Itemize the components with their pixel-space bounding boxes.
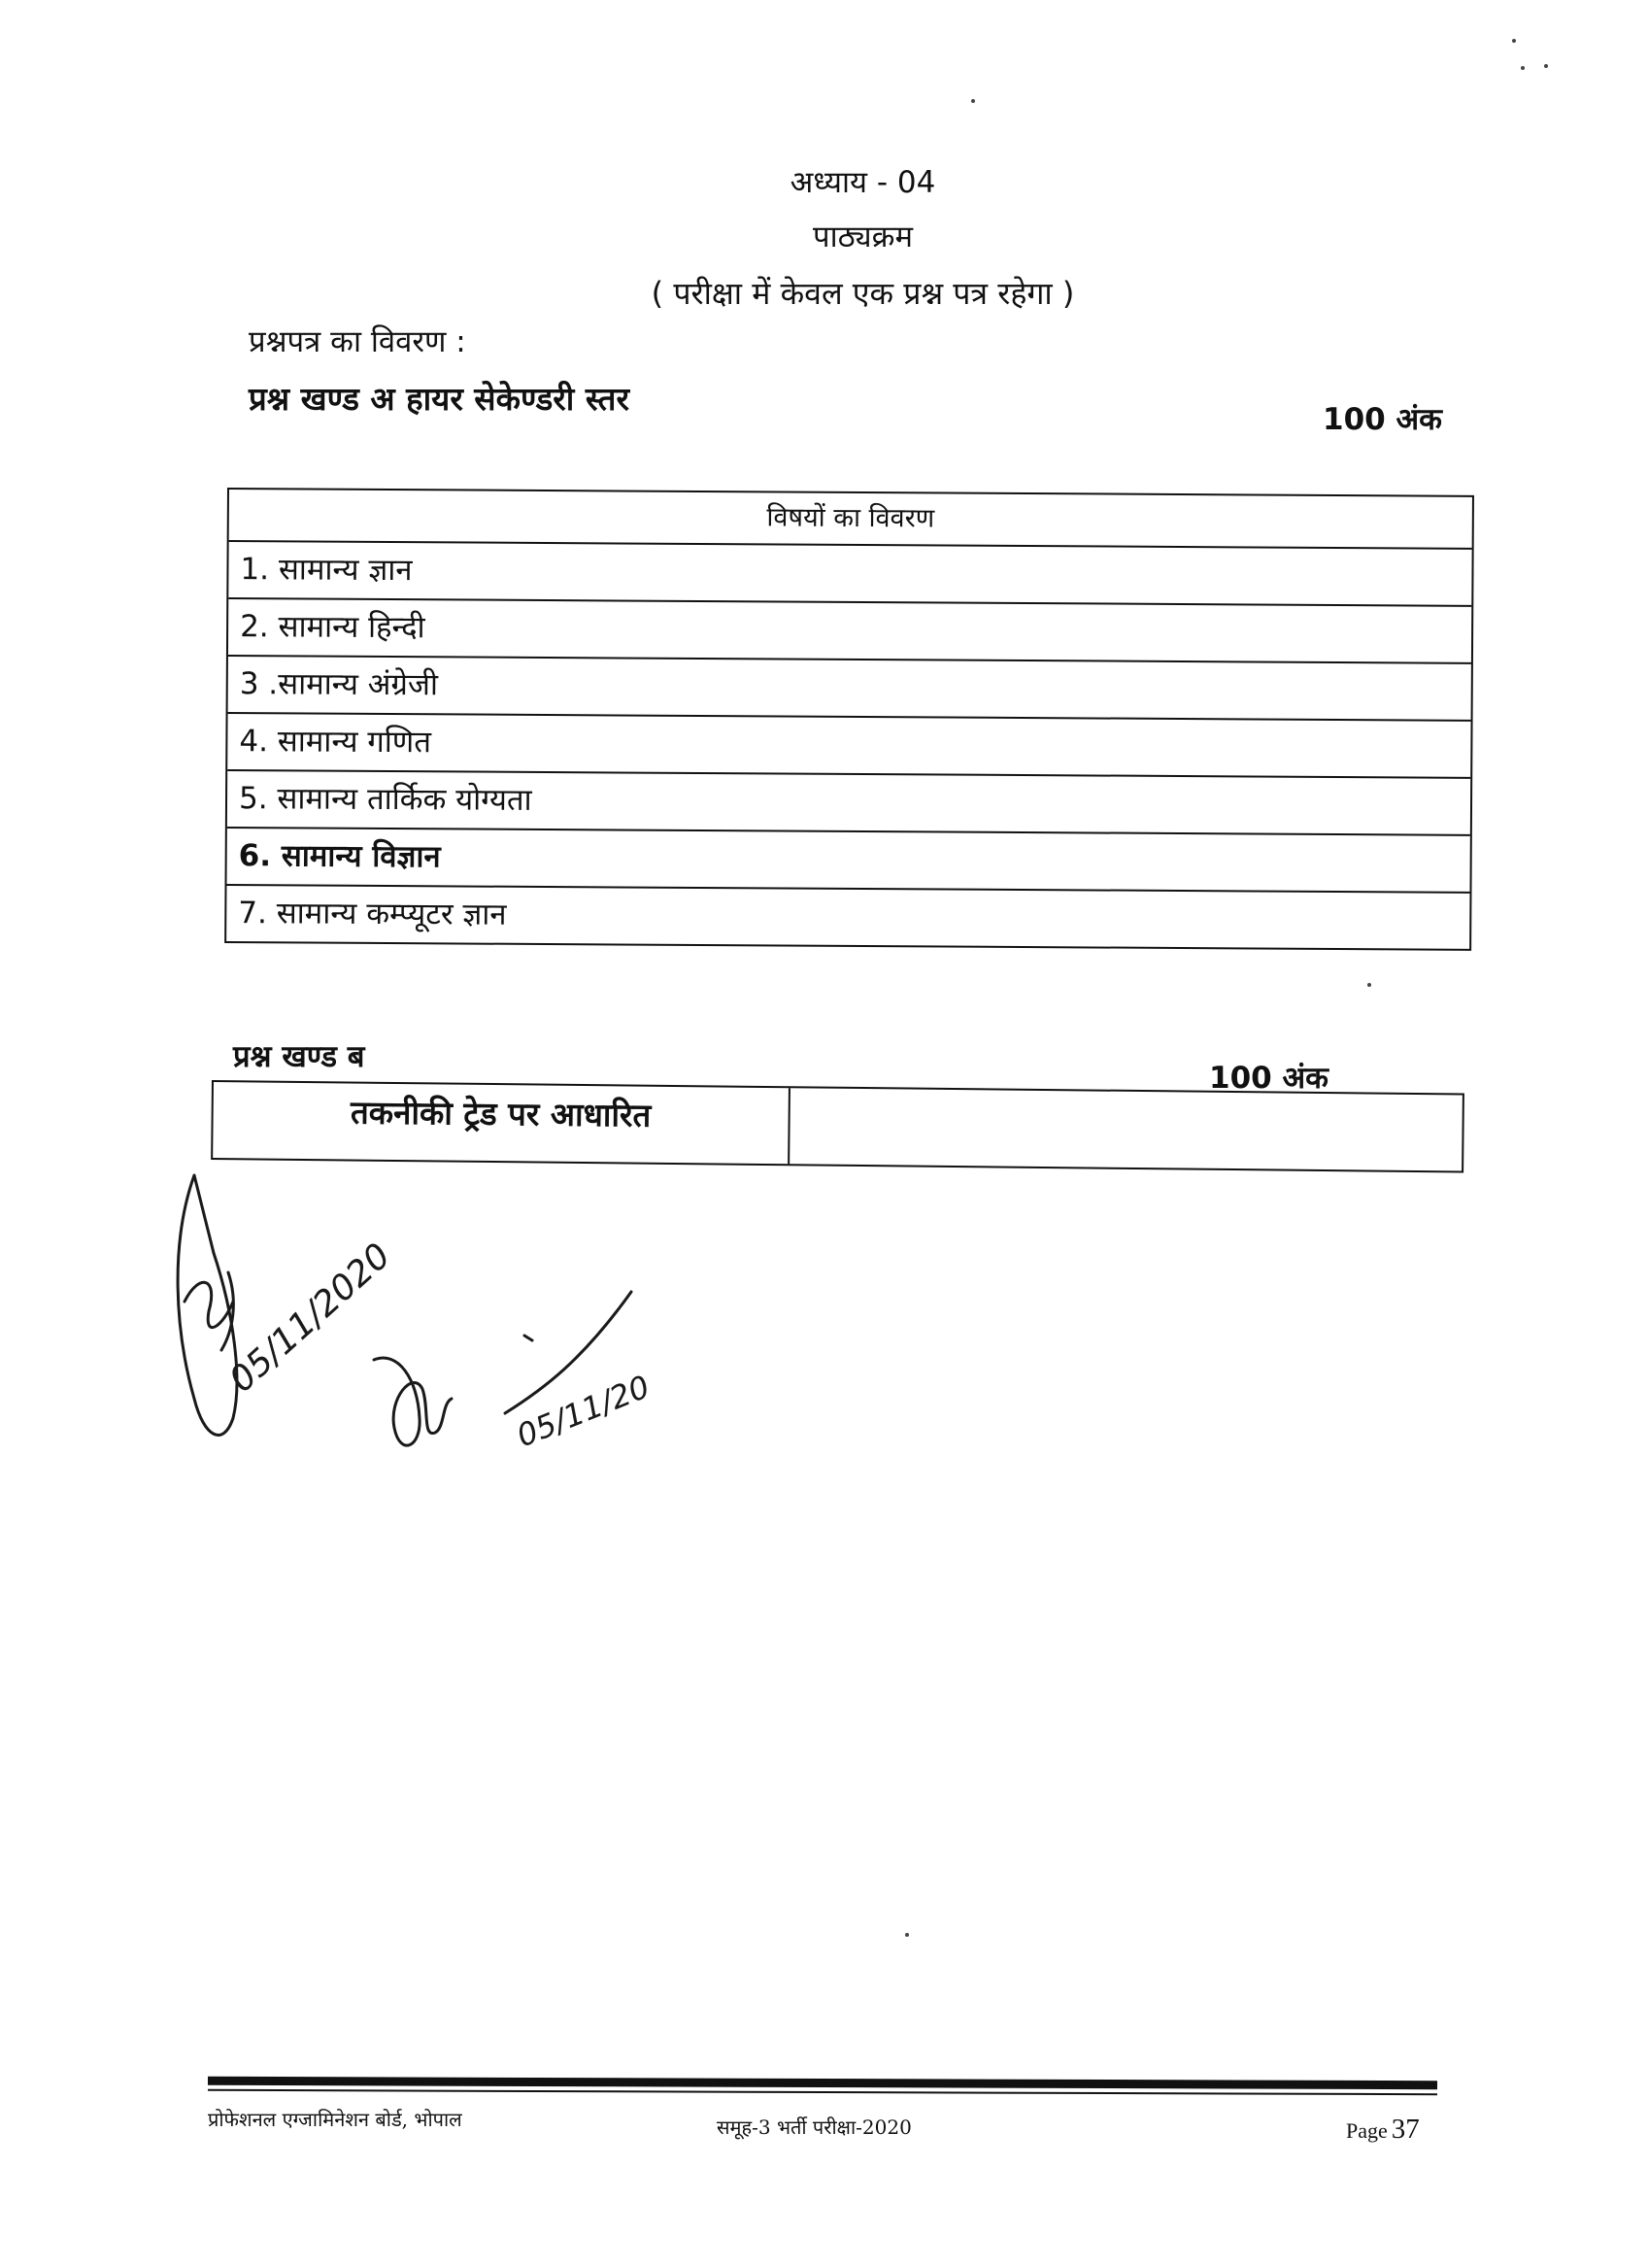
section-b-marks: 100 अंक	[1209, 1061, 1328, 1096]
svg-text:05/11/2020: 05/11/2020	[221, 1236, 399, 1401]
scan-speck	[1544, 64, 1548, 68]
footer-rule	[208, 2077, 1437, 2089]
subject-row: 4. सामान्य गणित	[227, 714, 1470, 779]
section-a-title: प्रश्न खण्ड अ हायर सेकेण्डरी स्तर	[249, 380, 629, 418]
signature-1-strokes	[185, 1272, 233, 1350]
footer-organization: प्रोफेशनल एग्जामिनेशन बोर्ड, भोपाल	[208, 2108, 462, 2131]
scan-speck	[971, 99, 975, 103]
section-b-empty-cell	[790, 1088, 1463, 1170]
section-b-title: प्रश्न खण्ड ब	[233, 1039, 365, 1074]
paper-details-label: प्रश्नपत्र का विवरण :	[249, 324, 466, 359]
signature-3-date	[512, 1368, 655, 1454]
section-b-row-label: तकनीकी ट्रेड पर आधारित	[213, 1082, 790, 1164]
footer-rule-thin	[208, 2089, 1437, 2095]
footer-exam-name: समूह-3 भर्ती परीक्षा-2020	[717, 2116, 912, 2139]
svg-text:05/11/20: 05/11/20	[511, 1368, 656, 1455]
subject-row: 3 .सामान्य अंग्रेजी	[228, 657, 1471, 722]
chapter-heading: अध्याय - 04	[790, 165, 936, 200]
subjects-table-header: विषयों का विवरण	[229, 490, 1472, 550]
section-a-marks: 100 अंक	[1323, 402, 1442, 437]
page-number-value: 37	[1391, 2114, 1420, 2145]
subject-row: 6. सामान्य विज्ञान	[226, 829, 1469, 894]
signature-1-loop	[178, 1175, 237, 1435]
subject-row: 1. सामान्य ज्ञान	[228, 542, 1471, 607]
page-label: Page	[1346, 2118, 1388, 2143]
page-number	[1346, 2114, 1420, 2146]
signature-1-date	[222, 1236, 399, 1400]
syllabus-title: पाठ्यक्रम	[813, 220, 913, 254]
exam-note: ( परीक्षा में केवल एक प्रश्न पत्र रहेगा )	[651, 275, 1075, 312]
subject-row: 2. सामान्य हिन्दी	[228, 599, 1471, 664]
subjects-table	[224, 488, 1474, 951]
scan-speck	[1521, 66, 1525, 70]
scan-speck	[1367, 983, 1371, 987]
subject-row: 7. सामान्य कम्प्यूटर ज्ञान	[238, 896, 507, 932]
subject-row: 5. सामान्य तार्किक योग्यता	[227, 771, 1470, 836]
signature-2	[374, 1358, 452, 1445]
signature-area	[175, 1156, 719, 1476]
scan-speck	[1512, 39, 1516, 43]
scan-speck	[905, 1933, 909, 1937]
